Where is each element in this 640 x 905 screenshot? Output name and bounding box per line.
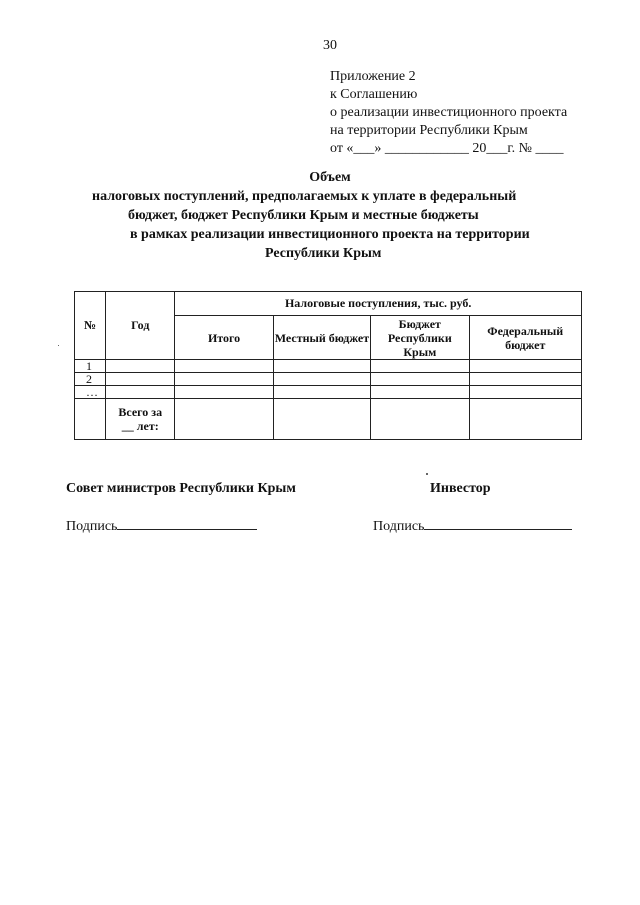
- table-cell: [469, 373, 582, 386]
- title-line: Республики Крым: [265, 246, 382, 261]
- title-line: в рамках реализации инвестиционного проекта на территории: [130, 227, 530, 242]
- table-cell: [273, 399, 370, 440]
- appendix-line: Приложение 2: [330, 69, 416, 84]
- total-row: [75, 399, 582, 440]
- row-number: 2: [75, 373, 106, 386]
- signature-label: Подпись: [66, 519, 118, 534]
- table-cell: [175, 399, 273, 440]
- signature-field-left: [66, 515, 257, 535]
- header-federal-budget: Федеральный бюджет: [469, 316, 582, 360]
- table-cell: [469, 399, 582, 440]
- appendix-line: о реализации инвестиционного проекта: [330, 105, 568, 120]
- table-cell: [175, 360, 273, 373]
- document-title: [70, 168, 590, 263]
- header-local-budget: Местный бюджет: [273, 316, 370, 360]
- tax-revenue-table: [74, 291, 582, 440]
- table-row: [75, 386, 582, 399]
- total-label: [106, 399, 175, 440]
- table-cell: [75, 399, 106, 440]
- table-cell: [273, 360, 370, 373]
- table-cell: [469, 386, 582, 399]
- table-cell: [371, 373, 469, 386]
- signature-field-right: [373, 515, 572, 535]
- table-cell: [273, 373, 370, 386]
- header-crimea-budget: Бюджет Республики Крым: [371, 316, 469, 360]
- table-cell: [106, 360, 175, 373]
- row-number: …: [75, 386, 106, 399]
- row-number: 1: [75, 360, 106, 373]
- total-label-line: __ лет:: [121, 419, 159, 433]
- table-cell: [371, 386, 469, 399]
- table-cell: [106, 386, 175, 399]
- appendix-line: к Соглашению: [330, 87, 418, 102]
- party-council-of-ministers: Совет министров Республики Крым: [66, 481, 296, 496]
- title-line: бюджет, бюджет Республики Крым и местные бюджеты: [128, 208, 479, 223]
- table-cell: [273, 386, 370, 399]
- party-investor: Инвестор: [430, 481, 491, 496]
- table-row: [75, 360, 582, 373]
- header-tax-revenues: Налоговые поступления, тыс. руб.: [175, 292, 582, 316]
- title-line: налоговых поступлений, предполагаемых к уплате в федеральный: [92, 189, 517, 204]
- signature-line: [424, 515, 572, 530]
- table-cell: [175, 386, 273, 399]
- scan-speck: [58, 345, 59, 346]
- header-total: Итого: [175, 316, 273, 360]
- total-label-line: Всего за: [118, 405, 163, 419]
- appendix-date-line: от «___» ____________ 20___г. № ____: [330, 141, 564, 156]
- appendix-line: на территории Республики Крым: [330, 123, 528, 138]
- signature-label: Подпись: [373, 519, 425, 534]
- page-number: 30: [323, 38, 337, 53]
- header-year: Год: [106, 292, 175, 360]
- signature-line: [117, 515, 257, 530]
- table-cell: [371, 360, 469, 373]
- table-cell: [175, 373, 273, 386]
- table-cell: [106, 373, 175, 386]
- appendix-header: [330, 68, 567, 158]
- table-row: [75, 373, 582, 386]
- table-cell: [371, 399, 469, 440]
- scan-speck: [426, 473, 428, 475]
- header-number: №: [75, 292, 106, 360]
- title-line: Объем: [309, 170, 351, 185]
- table-cell: [469, 360, 582, 373]
